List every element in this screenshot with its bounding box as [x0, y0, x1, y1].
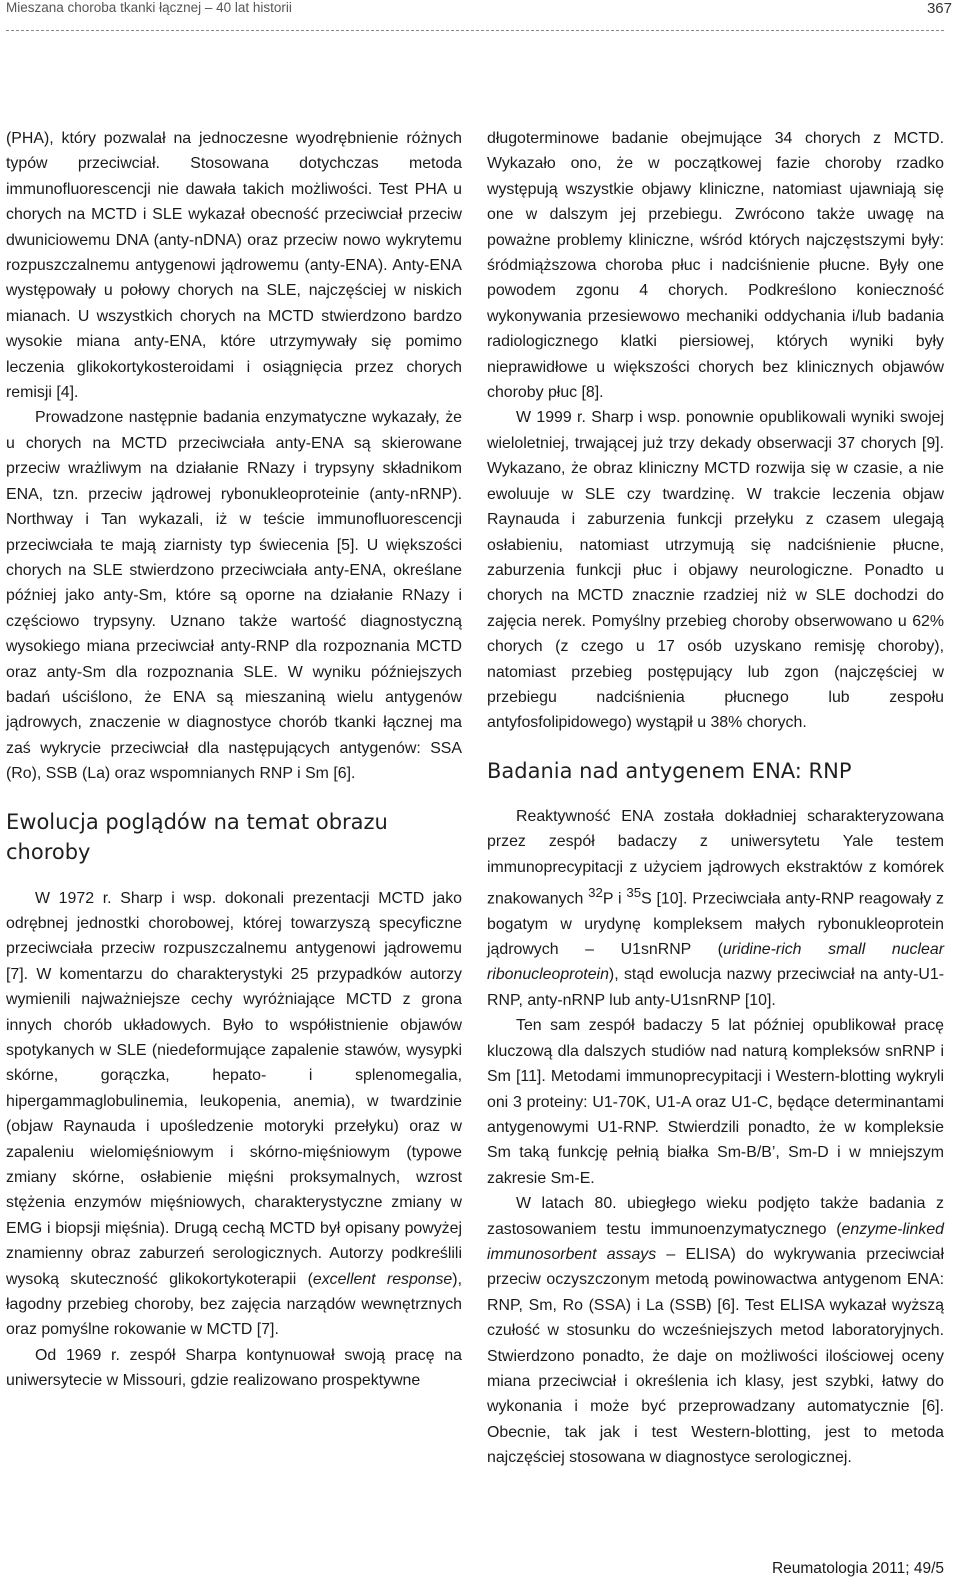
left-paragraph-2: Prowadzone następnie badania enzymatyczne wykazały, że u chorych na MCTD przeciwciała anty-ENA są skierowane przeciw wrażliwym na działanie RNazy i trypsyny składnikom ENA, tzn. przeciw jądrowej rybonukleoproteinie (anty-nRNP). Northway i Tan wykazali, iż w teście immunofluorescencji przeciwciała te mają ziarnisty typ świecenia [5]. U większości chorych na SLE stwierdzono przeciwciała anty-ENA, określane później jako anty-Sm, które są oporne na działanie RNazy i częściowo trypsyny. Uznano także wartość diagnostyczną wysokiego miana przeciwciał anty-RNP dla rozpoznania MCTD oraz anty-Sm dla rozpoznania SLE. W wyniku późniejszych badań uściślono, że ENA są mieszaniną wielu antygenów jądrowych, znaczenie w diagnostyce chorób tkanki łącznej ma zaś wykrycie przeciwciał dla następujących antygenów: SSA (Ro), SSB (La) oraz wspomnianych RNP i Sm [6]. — [6, 409, 462, 783]
right-paragraph-2: W 1999 r. Sharp i wsp. ponownie opublikowali wyniki swojej wieloletniej, trwającej już trzy dekady obserwacji 37 chorych [9]. Wykazano, że obraz kliniczny MCTD rozwija się w czasie, a nie ewoluuje w SLE czy twardzinę. W trakcie leczenia objaw Raynauda i zaburzenia funkcji przełyku z czasem ulegają osłabieniu, natomiast utrzymują się nadciśnienie płucne, zaburzenia funkcji płuc i objawy neurologiczne. Ponadto u chorych na MCTD znacznie rzadziej niż w SLE dochodzi do zajęcia nerek. Pomyślny przebieg choroby obserwowano u 62% chorych (z czego u 17 osób uzyskano remisję choroby), natomiast przebieg postępujący lub zgon (najczęściej w przebiegu nadciśnienia płucnego lub zespołu antyfosfolipidowego) wystąpił u 38% chorych. — [487, 409, 944, 732]
header-divider — [6, 30, 944, 31]
left-paragraph-1: (PHA), który pozwalał na jednoczesne wyodrębnienie różnych typów przeciwciał. Stosowana dotychczas metoda immunofluorescencji nie dawała takich możliwości. Test PHA u chorych na MCTD i SLE wykazał obecność przeciwciał przeciw dwuniciowemu DNA (anty-nDNA) oraz przeciw nowo wykrytemu rozpuszczalnemu antygenowi jądrowemu (anty-ENA). Anty-ENA występowały u połowy chorych na SLE, najczęściej w niskich mianach. U wszystkich chorych na MCTD stwierdzono bardzo wysokie miana anty-ENA, które utrzymywały się pomimo leczenia glikokortykosteroidami i osiągnięcia przez chorych remisji [4]. — [6, 130, 462, 402]
right-paragraph-1: długoterminowe badanie obejmujące 34 chorych z MCTD. Wykazało ono, że w początkowej fazie choroby rzadko występują wszystkie objawy kliniczne, natomiast ujawniają się one w dalszym jej przebiegu. Zwrócono także uwagę na poważne problemy kliniczne, wśród których najczęstszymi były: śródmiąższowa choroba płuc i nadciśnienie płucne. Były one powodem zgonu 4 chorych. Podkreślono konieczność wykonywania przesiewowo mechaniki oddychania i/lub badania radiologicznego klatki piersiowej, których wyniki były nieprawidłowe u większości chorych bez klinicznych objawów choroby płuc [8]. — [487, 130, 944, 402]
section-heading-ena-rnp: Badania nad antygenem ENA: RNP — [487, 758, 852, 783]
left-column — [6, 126, 462, 1394]
right-paragraph-4: Ten sam zespół badaczy 5 lat później opublikował pracę kluczową dla dalszych studiów nad naturą kompleksów snRNP i Sm [11]. Metodami immunoprecypitacji i Western-blotting wykryli oni 3 proteiny: U1-70K, U1-A oraz U1-C, będące determinantami antygenowymi U1-RNP. Stwierdzili ponadto, że w kompleksie Sm taką funkcję pełnią białka Sm-B/B’, Sm-D i w mniejszym zakresie Sm-E. — [487, 1017, 944, 1187]
left-paragraph-3: W 1972 r. Sharp i wsp. dokonali prezentacji MCTD jako odrębnej jednostki chorobowej, której towarzyszą specyficzne przeciwciała przeciw rozpuszczalnemu antygenowi jądrowemu [7]. W komentarzu do charakterystyki 25 przypadków autorzy wymienili najważniejsze cechy wyróżniające MCTD z grona innych chorób układowych. Było to współistnienie objawów spotykanych w SLE (niedeformujące zapalenie stawów, wysypki skórne, gorączka, hepato- i splenomegalia, hipergammaglobulinemia, leukopenia, anemia), w twardzinie (objaw Raynauda i upośledzenie motoryki przełyku) oraz w zapaleniu wielomięśniowym i skórno-mięśniowym (typowe zmiany skórne, osłabienie mięśni proksymalnych, wzrost stężenia enzymów mięśniowych, charakterystyczne zmiany w EMG i biopsji mięśnia). Drugą cechą MCTD był opisany powyżej znamienny obraz zaburzeń serologicznych. Autorzy podkreślili wysoką skuteczność glikokortykoterapii (excellent response), łagodny przebieg choroby, bez zajęcia narządów wewnętrznych oraz pomyślne rokowanie w MCTD [7]. — [6, 889, 462, 1339]
italic-term: enzyme-linked immunosorbent assays — [487, 1220, 944, 1263]
right-column — [487, 126, 944, 1471]
journal-footer: Reumatologia 2011; 49/5 — [771, 1560, 944, 1577]
right-paragraph-3: Reaktywność ENA została dokładniej scharakteryzowana przez zespół badaczy z uniwersytetu Yale testem immunoprecypitacji z użyciem jądrowych ekstraktów z komórek znakowanych $^{32}$P i $^{35}$S [10]. Przeciwciała anty-RNP reagowały z bogatym w urydynę kompleksem małych rybonukleoprotein jądrowych – U1snRNP (uridine-rich small nuclear ribonucleoprotein), stąd ewolucja nazwy przeciwciał na anty-U1-RNP, anty-nRNP lub anty-U1snRNP [10]. — [487, 807, 944, 1009]
section-heading-evolution: Ewolucja poglądów na temat obrazu choroby — [6, 809, 388, 864]
page-number: 367 — [926, 0, 952, 17]
left-paragraph-4: Od 1969 r. zespół Sharpa kontynuował swoją pracę na uniwersytecie w Missouri, gdzie realizowano prospektywne — [6, 1346, 462, 1390]
running-head — [6, 0, 956, 20]
italic-term: excellent response — [312, 1270, 453, 1288]
italic-term: uridine-rich small nuclear ribonucleoprotein — [487, 941, 944, 984]
running-head-title: Mieszana choroba tkanki łącznej – 40 lat historii — [6, 0, 292, 15]
right-paragraph-5: W latach 80. ubiegłego wieku podjęto także badania z zastosowaniem testu immunoenzymatycznego (enzyme-linked immunosorbent assays – ELISA) do wykrywania przeciwciał przeciw oczyszczonym metodą powinowactwa antygenom ENA: RNP, Sm, Ro (SSA) i La (SSB) [6]. Test ELISA wykazał wyższą czułość w stosunku do wcześniejszych metod laboratoryjnych. Stwierdzono ponadto, że daje on możliwości ilościowej oceny miana przeciwciał i określenia ich klasy, jest szybki, łatwy do wykonania i może być przeprowadzany automatycznie [6]. Obecnie, tak jak i test Western-blotting, jest to metoda najczęściej stosowana w diagnostyce serologicznej. — [487, 1195, 944, 1467]
